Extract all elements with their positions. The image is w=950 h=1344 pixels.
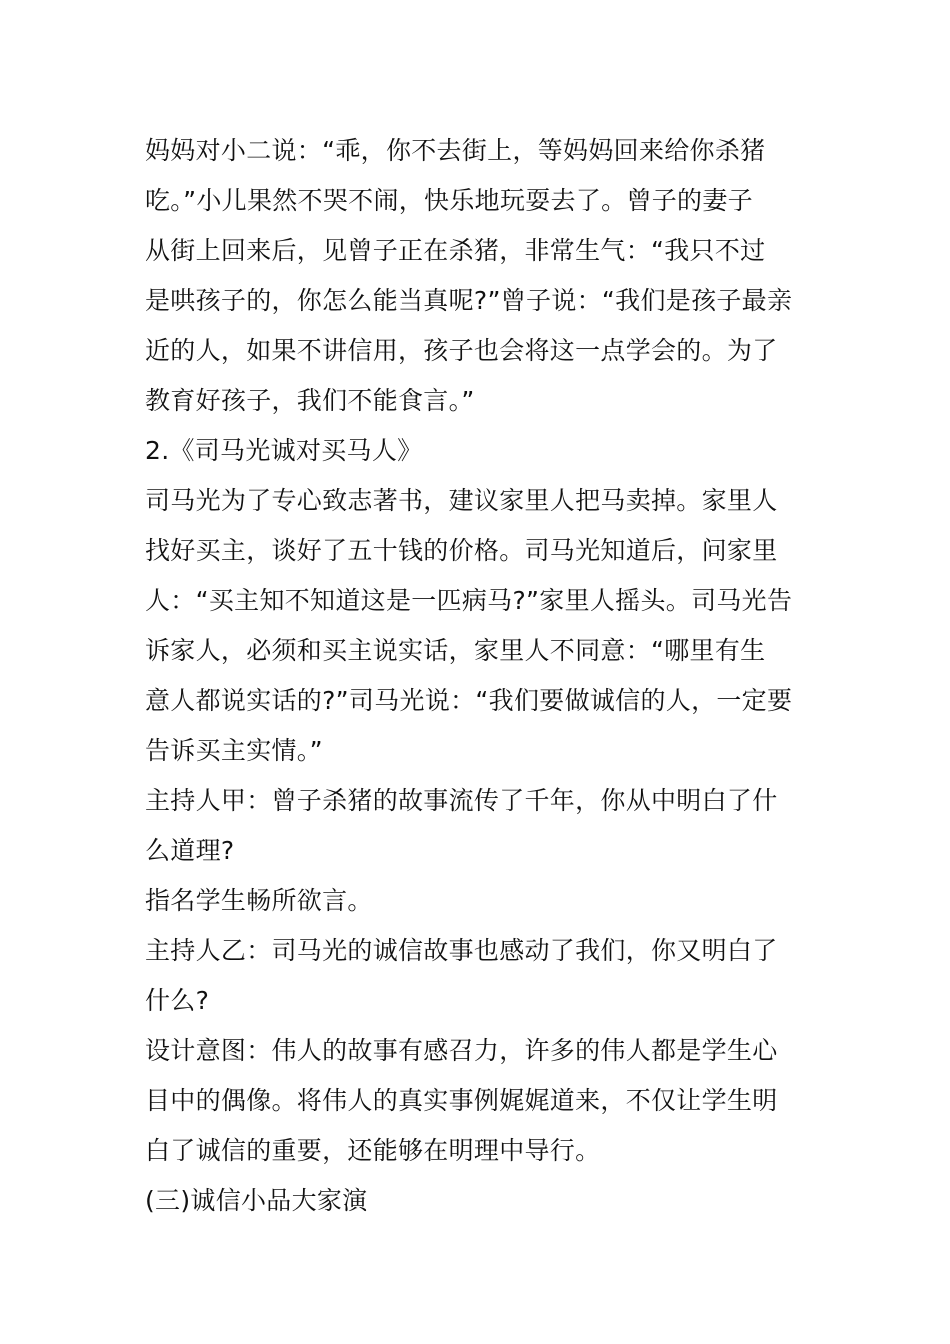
text-line: 设计意图：伟人的故事有感召力，许多的伟人都是学生心: [145, 1036, 778, 1065]
text-line: 白了诚信的重要，还能够在明理中导行。: [145, 1136, 601, 1165]
text-line: 目中的偶像。将伟人的真实事例娓娓道来，不仅让学生明: [145, 1086, 778, 1115]
text-line: 司马光为了专心致志著书，建议家里人把马卖掉。家里人: [145, 486, 778, 515]
text-line: 妈妈对小二说：“乖，你不去街上，等妈妈回来给你杀猪: [145, 136, 766, 165]
text-line: 主持人甲：曾子杀猪的故事流传了千年，你从中明白了什: [145, 786, 778, 815]
text-line: 从街上回来后，见曾子正在杀猪，非常生气：“我只不过: [145, 236, 766, 265]
section-heading: (三)诚信小品大家演: [145, 1186, 368, 1215]
text-line: 人：“买主知不知道这是一匹病马?”家里人摇头。司马光告: [145, 586, 793, 615]
text-line: 是哄孩子的，你怎么能当真呢?”曾子说：“我们是孩子最亲: [145, 286, 793, 315]
text-line: 意人都说实话的?”司马光说：“我们要做诚信的人，一定要: [145, 686, 793, 715]
text-line: 教育好孩子，我们不能食言。”: [145, 386, 475, 415]
text-line: 么道理?: [145, 836, 235, 865]
text-line: 主持人乙：司马光的诚信故事也感动了我们，你又明白了: [145, 936, 778, 965]
text-line: 什么?: [145, 986, 210, 1015]
text-line: 告诉买主实情。”: [145, 736, 323, 765]
text-line: 诉家人，必须和买主说实话，家里人不同意：“哪里有生: [145, 636, 766, 665]
document-body: [145, 126, 807, 1226]
text-line: 吃。”小儿果然不哭不闹，快乐地玩耍去了。曾子的妻子: [145, 186, 753, 215]
text-line: 近的人，如果不讲信用，孩子也会将这一点学会的。为了: [145, 336, 778, 365]
text-line: 找好买主，谈好了五十钱的价格。司马光知道后，问家里: [145, 536, 778, 565]
section-heading: 2.《司马光诚对买马人》: [145, 436, 423, 465]
text-line: 指名学生畅所欲言。: [145, 886, 373, 915]
